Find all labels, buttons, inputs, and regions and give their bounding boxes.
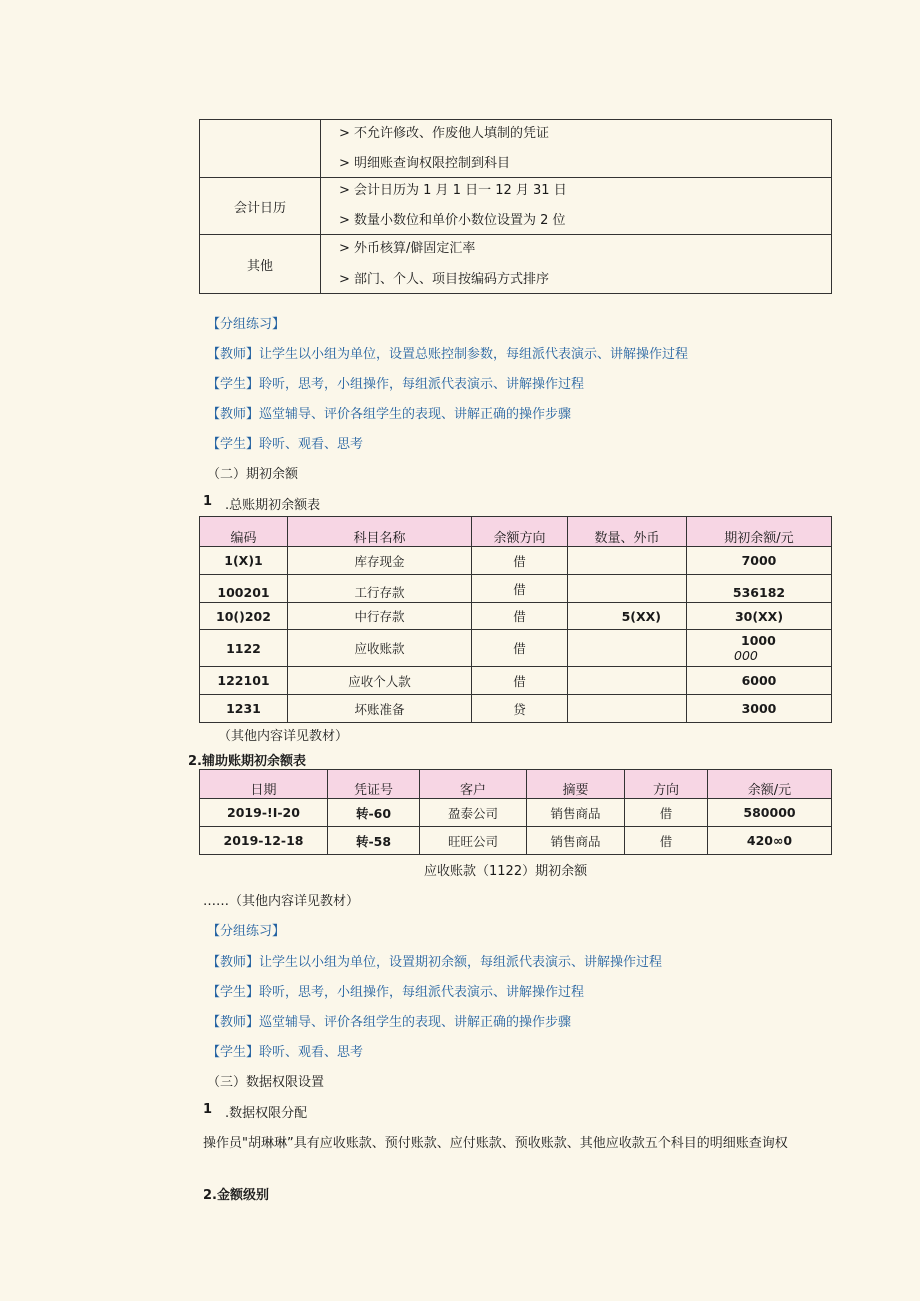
column-header: 余额方向	[472, 517, 568, 547]
practice-heading: 【分组练习】	[207, 317, 286, 332]
cell-customer: 旺旺公司	[420, 827, 527, 855]
cell-quantity: 5(XX)	[568, 603, 687, 630]
practice-item: 【教师】让学生以小组为单位，设置总账控制参数，每组派代表演示、讲解操作过程	[207, 347, 689, 362]
cell-balance-line2: 000	[734, 648, 758, 663]
table-note: （其他内容详见教材）	[218, 729, 349, 744]
settings-line: > 明细账查询权限控制到科目	[339, 155, 511, 171]
settings-line: > 部门、个人、项目按编码方式排序	[339, 271, 550, 287]
table-row	[200, 827, 832, 855]
aux-balance-table	[199, 769, 832, 855]
cell-quantity	[568, 575, 687, 603]
cell-quantity	[568, 630, 687, 667]
cell-date: 2019-!I-20	[200, 799, 328, 827]
settings-content	[321, 178, 832, 235]
practice-item: 【学生】聆听，思考，小组操作，每组派代表演示、讲解操作过程	[207, 377, 585, 392]
practice-item: 【学生】聆听、观看、思考	[207, 1045, 364, 1060]
column-header: 余额/元	[708, 770, 832, 799]
settings-label: 会计日历	[200, 178, 321, 235]
subsection-title: .数据权限分配	[225, 1106, 308, 1121]
column-header: 日期	[200, 770, 328, 799]
cell-name: 应收账款	[288, 630, 472, 667]
settings-line: > 会计日历为 1 月 1 日一 12 月 31 日	[339, 183, 567, 198]
settings-content	[321, 120, 832, 178]
table-row	[200, 603, 832, 630]
cell-code: 10()202	[200, 603, 288, 630]
column-header: 方向	[625, 770, 708, 799]
settings-row	[200, 120, 832, 178]
gl-balance-table	[199, 516, 832, 723]
cell-code: 100201	[200, 575, 288, 603]
subsection-number: 1	[203, 1102, 213, 1117]
settings-row	[200, 178, 832, 235]
cell-summary: 销售商品	[527, 827, 625, 855]
cell-direction: 借	[625, 827, 708, 855]
settings-label	[200, 120, 321, 178]
cell-direction: 贷	[472, 695, 568, 723]
cell-direction: 借	[472, 547, 568, 575]
paragraph: 操作员"胡琳琳”具有应收账款、预付账款、应付账款、预收账款、其他应收款五个科目的明细账查询权	[203, 1136, 788, 1151]
table-row	[200, 799, 832, 827]
practice-item: 【学生】聆听，思考，小组操作，每组派代表演示、讲解操作过程	[207, 985, 585, 1000]
cell-date: 2019-12-18	[200, 827, 328, 855]
column-header: 期初余额/元	[687, 517, 832, 547]
settings-row	[200, 235, 832, 294]
column-header: 编码	[200, 517, 288, 547]
cell-balance: 536182	[687, 575, 832, 603]
cell-balance: 30(XX)	[687, 603, 832, 630]
cell-voucher: 转-58	[328, 827, 420, 855]
practice-heading: 【分组练习】	[207, 924, 286, 939]
settings-content	[321, 235, 832, 294]
table-row	[200, 667, 832, 695]
column-header: 数量、外币	[568, 517, 687, 547]
practice-item: 【教师】巡堂辅导、评价各组学生的表现、讲解正确的操作步骤	[207, 407, 572, 422]
cell-code: 122101	[200, 667, 288, 695]
table-note: ……（其他内容详见教材）	[203, 894, 360, 909]
table-header-row	[200, 770, 832, 799]
cell-code: 1(X)1	[200, 547, 288, 575]
cell-direction: 借	[472, 575, 568, 603]
subsection-title: .总账期初余额表	[225, 498, 321, 513]
cell-name: 工行存款	[288, 575, 472, 603]
cell-name: 中行存款	[288, 603, 472, 630]
cell-balance: 6000	[687, 667, 832, 695]
cell-voucher: 转-60	[328, 799, 420, 827]
column-header: 摘要	[527, 770, 625, 799]
settings-line: > 数量小数位和单价小数位设置为 2 位	[339, 213, 566, 228]
subsection-title: 2.金额级别	[203, 1188, 269, 1203]
settings-table	[199, 119, 832, 294]
cell-direction: 借	[625, 799, 708, 827]
cell-balance-line1: 1000	[741, 633, 776, 648]
cell-balance: 420∞0	[708, 827, 832, 855]
table-row	[200, 547, 832, 575]
section-title: （二）期初余额	[207, 467, 299, 482]
subsection-number: 1	[203, 494, 213, 509]
cell-name: 应收个人款	[288, 667, 472, 695]
cell-summary: 销售商品	[527, 799, 625, 827]
cell-balance: 580000	[708, 799, 832, 827]
cell-code: 1122	[200, 630, 288, 667]
table-row	[200, 695, 832, 723]
cell-quantity	[568, 547, 687, 575]
subsection-title: 2.辅助账期初余额表	[188, 754, 306, 769]
cell-name: 坏账准备	[288, 695, 472, 723]
cell-code: 1231	[200, 695, 288, 723]
cell-balance: 3000	[687, 695, 832, 723]
column-header: 凭证号	[328, 770, 420, 799]
cell-name: 库存现金	[288, 547, 472, 575]
settings-line: > 不允许修改、作废他人填制的凭证	[339, 125, 550, 141]
practice-item: 【学生】聆听、观看、思考	[207, 437, 364, 452]
settings-line: > 外币核算/僻固定汇率	[339, 240, 476, 256]
cell-customer: 盈泰公司	[420, 799, 527, 827]
settings-label: 其他	[200, 235, 321, 294]
cell-direction: 借	[472, 667, 568, 695]
cell-direction: 借	[472, 603, 568, 630]
cell-quantity	[568, 667, 687, 695]
table-header-row	[200, 517, 832, 547]
cell-quantity	[568, 695, 687, 723]
table-row	[200, 575, 832, 603]
table-caption: 应收账款（1122）期初余额	[424, 864, 588, 879]
practice-item: 【教师】让学生以小组为单位，设置期初余额，每组派代表演示、讲解操作过程	[207, 955, 663, 970]
cell-balance: 7000	[687, 547, 832, 575]
cell-balance	[687, 630, 832, 667]
section-title: （三）数据权限设置	[207, 1075, 325, 1090]
practice-item: 【教师】巡堂辅导、评价各组学生的表现、讲解正确的操作步骤	[207, 1015, 572, 1030]
table-row	[200, 630, 832, 667]
cell-direction: 借	[472, 630, 568, 667]
column-header: 客户	[420, 770, 527, 799]
column-header: 科目名称	[288, 517, 472, 547]
